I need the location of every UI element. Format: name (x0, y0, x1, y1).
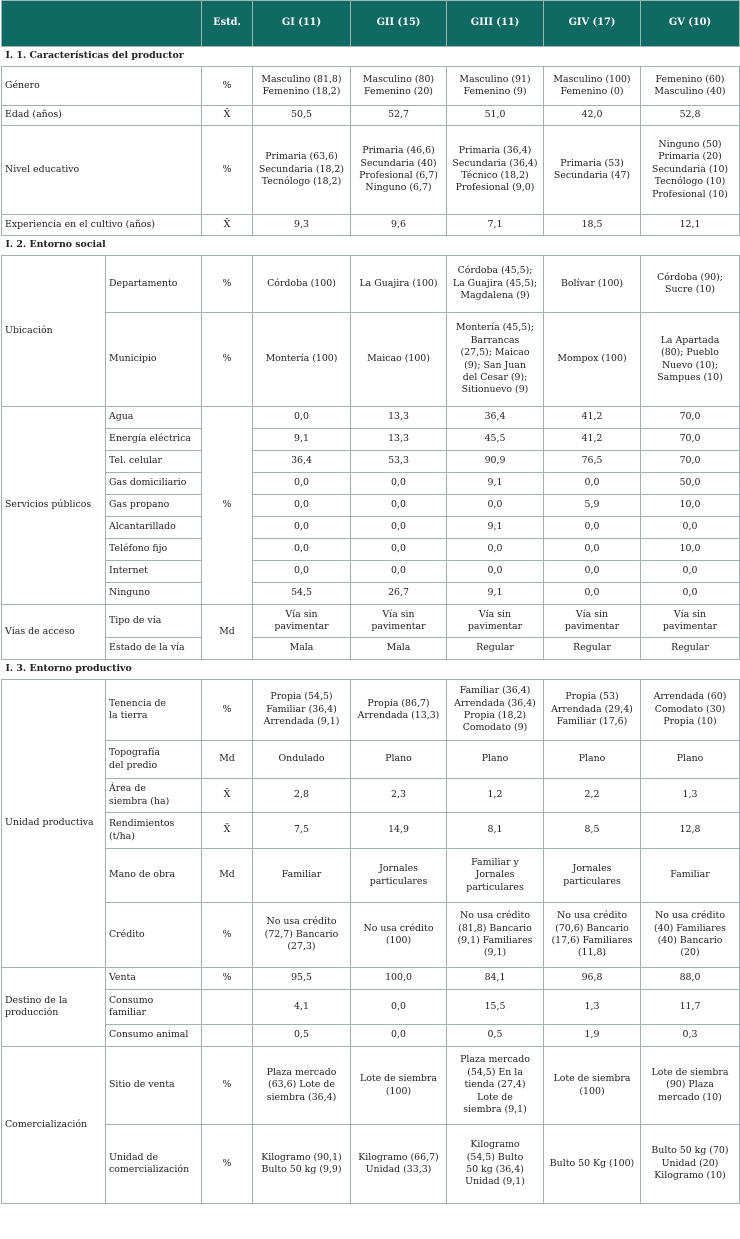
value-cell: 8,1 (447, 813, 544, 849)
row-label: Departamento (106, 256, 202, 313)
row-label: Tipo de vía (106, 605, 202, 638)
value-cell: 88,0 (641, 968, 740, 990)
value-cell: 52,8 (641, 106, 740, 126)
estd-cell: % (202, 1125, 253, 1204)
value-cell: Vía sin pavimentar (447, 605, 544, 638)
value-cell: Maicao (100) (351, 313, 447, 407)
estd-cell: X̄ (202, 813, 253, 849)
value-cell: 4,1 (253, 990, 351, 1025)
estd-cell: % (202, 680, 253, 741)
value-cell: 13,3 (351, 429, 447, 451)
value-cell: 70,0 (641, 451, 740, 473)
table-row (2, 67, 740, 106)
value-cell: 9,1 (253, 429, 351, 451)
table-row (2, 451, 740, 473)
row-label: Gas domiciliario (106, 473, 202, 495)
row-label: Ninguno (106, 583, 202, 605)
value-cell: 2,2 (544, 779, 641, 813)
value-cell: 5,9 (544, 495, 641, 517)
value-cell: Plaza mercado (63,6) Lote de siembra (36,4) (253, 1047, 351, 1125)
value-cell: Regular (447, 638, 544, 660)
value-cell: Montería (45,5); Barrancas (27,5); Maicao (9); San Juan del Cesar (9); Sitionuevo (9) (447, 313, 544, 407)
group-label: Ubicación (2, 256, 106, 407)
header-row (2, 1, 740, 47)
value-cell: 0,0 (253, 473, 351, 495)
value-cell: Masculino (80) Femenino (20) (351, 67, 447, 106)
value-cell: Córdoba (90); Sucre (10) (641, 256, 740, 313)
value-cell: 10,0 (641, 539, 740, 561)
table-row (2, 561, 740, 583)
value-cell: Mala (351, 638, 447, 660)
estd-cell: % (202, 968, 253, 990)
header-estd: Estd. (202, 1, 253, 47)
header-group-5: GV (10) (641, 1, 740, 47)
table-row (2, 779, 740, 813)
estd-cell: % (202, 1047, 253, 1125)
value-cell: 0,0 (253, 407, 351, 429)
value-cell: 0,0 (351, 495, 447, 517)
value-cell: No usa crédito (70,6) Bancario (17,6) Familiares (11,8) (544, 903, 641, 968)
table-row (2, 495, 740, 517)
row-label: Crédito (106, 903, 202, 968)
table-row (2, 638, 740, 660)
table-row (2, 407, 740, 429)
value-cell: Jornales particulares (544, 849, 641, 903)
value-cell: 36,4 (447, 407, 544, 429)
value-cell: Regular (641, 638, 740, 660)
table-row (2, 990, 740, 1025)
header-group-2: GII (15) (351, 1, 447, 47)
value-cell: 0,0 (351, 561, 447, 583)
value-cell: 9,3 (253, 215, 351, 236)
table-row (2, 539, 740, 561)
value-cell: Plano (351, 741, 447, 779)
value-cell: 7,5 (253, 813, 351, 849)
value-cell: Vía sin pavimentar (641, 605, 740, 638)
value-cell: 1,3 (641, 779, 740, 813)
value-cell: 0,0 (544, 561, 641, 583)
row-label: Mano de obra (106, 849, 202, 903)
value-cell: 0,0 (253, 539, 351, 561)
estd-cell: % (202, 256, 253, 313)
table-row (2, 473, 740, 495)
row-label: Nivel educativo (2, 126, 202, 215)
value-cell: 0,5 (447, 1025, 544, 1047)
value-cell: Kilogramo (66,7) Unidad (33,3) (351, 1125, 447, 1204)
row-label: Consumo familiar (106, 990, 202, 1025)
table-row (2, 517, 740, 539)
estd-cell: X̄ (202, 779, 253, 813)
value-cell: 12,8 (641, 813, 740, 849)
value-cell: 0,3 (641, 1025, 740, 1047)
table-row (2, 968, 740, 990)
value-cell: 96,8 (544, 968, 641, 990)
header-blank (2, 1, 202, 47)
value-cell: 70,0 (641, 429, 740, 451)
row-label: Género (2, 67, 202, 106)
value-cell: Lote de siembra (100) (351, 1047, 447, 1125)
row-label: Energía eléctrica (106, 429, 202, 451)
row-label: Unidad de comercialización (106, 1125, 202, 1204)
value-cell: 0,0 (641, 517, 740, 539)
estd-cell (202, 990, 253, 1025)
value-cell: 11,7 (641, 990, 740, 1025)
value-cell: 54,5 (253, 583, 351, 605)
value-cell: 1,2 (447, 779, 544, 813)
value-cell: Masculino (81,8) Femenino (18,2) (253, 67, 351, 106)
value-cell: 0,0 (641, 561, 740, 583)
value-cell: Bulto 50 Kg (100) (544, 1125, 641, 1204)
value-cell: 9,1 (447, 473, 544, 495)
value-cell: 84,1 (447, 968, 544, 990)
table-row (2, 1025, 740, 1047)
value-cell: 0,0 (253, 495, 351, 517)
estd-cell: Md (202, 741, 253, 779)
row-label: Municipio (106, 313, 202, 407)
value-cell: La Guajira (100) (351, 256, 447, 313)
group-label: Unidad productiva (2, 680, 106, 968)
value-cell: 12,1 (641, 215, 740, 236)
value-cell: Plano (544, 741, 641, 779)
value-cell: 50,5 (253, 106, 351, 126)
value-cell: Plano (641, 741, 740, 779)
estd-cell: % (202, 903, 253, 968)
value-cell: 51,0 (447, 106, 544, 126)
value-cell: 8,5 (544, 813, 641, 849)
value-cell: Propia (53) Arrendada (29,4) Familiar (17,6) (544, 680, 641, 741)
value-cell: 0,0 (544, 473, 641, 495)
value-cell: Plaza mercado (54,5) En la tienda (27,4) Lote de siembra (9,1) (447, 1047, 544, 1125)
section-row (2, 236, 740, 256)
value-cell: 0,0 (351, 1025, 447, 1047)
table-row (2, 256, 740, 313)
value-cell: 1,9 (544, 1025, 641, 1047)
value-cell: Primaria (63,6) Secundaria (18,2) Tecnólogo (18,2) (253, 126, 351, 215)
value-cell: Familiar y Jornales particulares (447, 849, 544, 903)
value-cell: 0,0 (351, 539, 447, 561)
value-cell: 0,0 (641, 583, 740, 605)
value-cell: Mala (253, 638, 351, 660)
value-cell: Vía sin pavimentar (544, 605, 641, 638)
estd-cell (202, 1025, 253, 1047)
value-cell: Kilogramo (90,1) Bulto 50 kg (9,9) (253, 1125, 351, 1204)
section-title: I. 2. Entorno social (2, 236, 740, 256)
table-row (2, 583, 740, 605)
row-label: Venta (106, 968, 202, 990)
estd-cell: Md (202, 605, 253, 660)
estd-cell: % (202, 67, 253, 106)
value-cell: Regular (544, 638, 641, 660)
value-cell: Jornales particulares (351, 849, 447, 903)
row-label: Área de siembra (ha) (106, 779, 202, 813)
value-cell: 0,0 (544, 517, 641, 539)
value-cell: No usa crédito (72,7) Bancario (27,3) (253, 903, 351, 968)
group-label: Destino de la producción (2, 968, 106, 1047)
value-cell: 10,0 (641, 495, 740, 517)
row-label: Edad (años) (2, 106, 202, 126)
table-row (2, 849, 740, 903)
row-label: Estado de la vía (106, 638, 202, 660)
table-row (2, 1047, 740, 1125)
value-cell: 0,0 (351, 473, 447, 495)
value-cell: Masculino (100) Femenino (0) (544, 67, 641, 106)
row-label: Agua (106, 407, 202, 429)
value-cell: 45,5 (447, 429, 544, 451)
value-cell: 53,3 (351, 451, 447, 473)
table-row (2, 429, 740, 451)
value-cell: Primaria (36,4) Secundaria (36,4) Técnico (18,2) Profesional (9,0) (447, 126, 544, 215)
value-cell: Vía sin pavimentar (253, 605, 351, 638)
value-cell: 9,1 (447, 517, 544, 539)
section-title: I. 1. Características del productor (2, 47, 740, 67)
value-cell: 0,0 (447, 495, 544, 517)
value-cell: 0,0 (351, 517, 447, 539)
value-cell: 13,3 (351, 407, 447, 429)
value-cell: 95,5 (253, 968, 351, 990)
estd-cell: Md (202, 849, 253, 903)
value-cell: 0,0 (447, 539, 544, 561)
value-cell: Lote de siembra (100) (544, 1047, 641, 1125)
header-group-3: GIII (11) (447, 1, 544, 47)
table-row (2, 813, 740, 849)
row-label: Sitio de venta (106, 1047, 202, 1125)
value-cell: Mompox (100) (544, 313, 641, 407)
value-cell: 0,0 (253, 561, 351, 583)
value-cell: Bulto 50 kg (70) Unidad (20) Kilogramo (10) (641, 1125, 740, 1204)
row-label: Teléfono fijo (106, 539, 202, 561)
value-cell: Montería (100) (253, 313, 351, 407)
value-cell: 2,8 (253, 779, 351, 813)
table-row (2, 680, 740, 741)
value-cell: Primaria (46,6) Secundaria (40) Profesional (6,7) Ninguno (6,7) (351, 126, 447, 215)
table-row (2, 741, 740, 779)
header-group-4: GIV (17) (544, 1, 641, 47)
value-cell: 70,0 (641, 407, 740, 429)
value-cell: Arrendada (60) Comodato (30) Propia (10) (641, 680, 740, 741)
value-cell: 1,3 (544, 990, 641, 1025)
value-cell: 15,5 (447, 990, 544, 1025)
section-row (2, 660, 740, 680)
value-cell: 14,9 (351, 813, 447, 849)
value-cell: La Apartada (80); Pueblo Nuevo (10); Sampues (10) (641, 313, 740, 407)
row-label: Tel. celular (106, 451, 202, 473)
value-cell: 7,1 (447, 215, 544, 236)
value-cell: Femenino (60) Masculino (40) (641, 67, 740, 106)
value-cell: Ondulado (253, 741, 351, 779)
row-label: Tenencia de la tierra (106, 680, 202, 741)
row-label: Internet (106, 561, 202, 583)
value-cell: Bolívar (100) (544, 256, 641, 313)
value-cell: 90,9 (447, 451, 544, 473)
estd-cell: % (202, 126, 253, 215)
value-cell: 42,0 (544, 106, 641, 126)
table-row (2, 106, 740, 126)
value-cell: 0,0 (253, 517, 351, 539)
value-cell: Propia (54,5) Familiar (36,4) Arrendada (9,1) (253, 680, 351, 741)
value-cell: Vía sin pavimentar (351, 605, 447, 638)
table-row (2, 215, 740, 236)
value-cell: 76,5 (544, 451, 641, 473)
table-row (2, 605, 740, 638)
group-label: Servicios públicos (2, 407, 106, 605)
value-cell: 100,0 (351, 968, 447, 990)
value-cell: 0,0 (544, 539, 641, 561)
value-cell: 52,7 (351, 106, 447, 126)
value-cell: Familiar (641, 849, 740, 903)
estd-cell: X̄ (202, 106, 253, 126)
value-cell: 9,6 (351, 215, 447, 236)
value-cell: 2,3 (351, 779, 447, 813)
estd-cell: X̄ (202, 215, 253, 236)
value-cell: Familiar (36,4) Arrendada (36,4) Propia (18,2) Comodato (9) (447, 680, 544, 741)
table-row (2, 1125, 740, 1204)
group-label: Vías de acceso (2, 605, 106, 660)
value-cell: 50,0 (641, 473, 740, 495)
value-cell: 41,2 (544, 407, 641, 429)
row-label: Alcantarillado (106, 517, 202, 539)
value-cell: No usa crédito (40) Familiares (40) Bancario (20) (641, 903, 740, 968)
value-cell: Lote de siembra (90) Plaza mercado (10) (641, 1047, 740, 1125)
row-label: Gas propano (106, 495, 202, 517)
value-cell: 36,4 (253, 451, 351, 473)
value-cell: Córdoba (45,5); La Guajira (45,5); Magdalena (9) (447, 256, 544, 313)
value-cell: 0,0 (447, 561, 544, 583)
estd-cell: % (202, 407, 253, 605)
section-title: I. 3. Entorno productivo (2, 660, 740, 680)
row-label: Experiencia en el cultivo (años) (2, 215, 202, 236)
characterization-table (1, 0, 740, 1204)
value-cell: 9,1 (447, 583, 544, 605)
value-cell: 0,5 (253, 1025, 351, 1047)
row-label: Topografía del predio (106, 741, 202, 779)
table-row (2, 903, 740, 968)
value-cell: Plano (447, 741, 544, 779)
value-cell: Kilogramo (54,5) Bulto 50 kg (36,4) Unidad (9,1) (447, 1125, 544, 1204)
row-label: Consumo animal (106, 1025, 202, 1047)
value-cell: No usa crédito (81,8) Bancario (9,1) Familiares (9,1) (447, 903, 544, 968)
value-cell: Familiar (253, 849, 351, 903)
group-label: Comercialización (2, 1047, 106, 1204)
value-cell: 0,0 (544, 583, 641, 605)
value-cell: 41,2 (544, 429, 641, 451)
value-cell: No usa crédito (100) (351, 903, 447, 968)
table-row (2, 313, 740, 407)
table-row (2, 126, 740, 215)
section-row (2, 47, 740, 67)
value-cell: 18,5 (544, 215, 641, 236)
value-cell: Primaria (53) Secundaria (47) (544, 126, 641, 215)
value-cell: 0,0 (351, 990, 447, 1025)
row-label: Rendimientos (t/ha) (106, 813, 202, 849)
value-cell: 26,7 (351, 583, 447, 605)
value-cell: Propia (86,7) Arrendada (13,3) (351, 680, 447, 741)
header-group-1: GI (11) (253, 1, 351, 47)
value-cell: Córdoba (100) (253, 256, 351, 313)
value-cell: Ninguno (50) Primaria (20) Secundaria (10) Tecnólogo (10) Profesional (10) (641, 126, 740, 215)
estd-cell: % (202, 313, 253, 407)
value-cell: Masculino (91) Femenino (9) (447, 67, 544, 106)
